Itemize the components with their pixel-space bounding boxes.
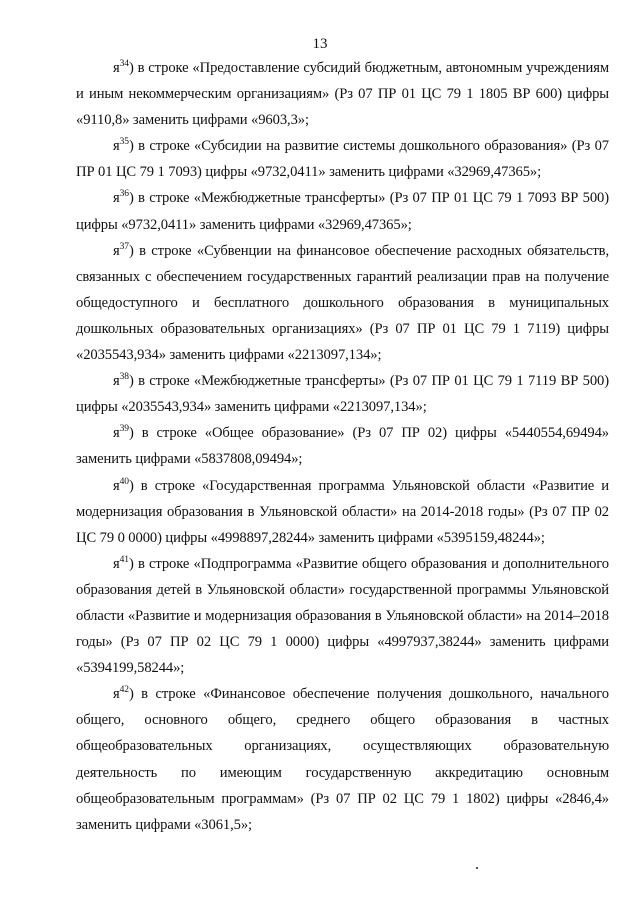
amendment-text: ) в строке «Межбюджетные трансферты» (Рз 07 ПР 01 ЦС 79 1 7119 ВР 500) цифры «2035543,934» заменить цифрами «2213097,134»; [76,373,609,416]
item-number: 38 [119,372,129,383]
amendment-paragraph [76,185,609,237]
amendment-paragraph [76,133,609,185]
item-letter: я [113,190,120,207]
amendment-paragraph [76,473,609,551]
item-number: 42 [119,685,129,696]
amendment-paragraph [76,420,609,472]
item-letter: я [113,373,120,390]
amendment-text: ) в строке «Предоставление субсидий бюджетным, автономным учреждениям и иным некоммерческим организациям» (Рз 07 ПР 01 ЦС 79 1 1805 ВР 600) цифры «9110,8» заменить цифрами «9603,3»; [76,60,609,129]
amendment-text: ) в строке «Подпрограмма «Развитие общего образования и дополнительного образования детей в Ульяновской области» государственной программы Ульяновской области «Развитие и модернизация образования в Ульяновской области» на 2014–2018 годы» (Рз 07 ПР 02 ЦС 79 1 0000) цифры «4997937,38244» заменить цифрами «5394199,58244»; [76,555,609,677]
item-number: 37 [119,241,129,252]
item-letter: я [113,686,120,703]
item-letter: я [113,242,120,259]
item-letter: я [113,60,120,76]
item-number: 34 [119,59,129,69]
document-body [76,55,609,838]
amendment-text: ) в строке «Субсидии на развитие системы дошкольного образования» (Рз 07 ПР 01 ЦС 79 1 7093) цифры «9732,0411» заменить цифрами «32969,47365»; [76,138,609,181]
amendment-text: ) в строке «Субвенции на финансовое обеспечение расходных обязательств, связанных с обеспечением государственных гарантий реализации прав на получение общедоступного и бесплатного дошкольного образования в муниципальных дошкольных образовательных организациях» (Рз 07 ПР 01 ЦС 79 1 7119) цифры «2035543,934» заменить цифрами «2213097,134»; [76,242,609,364]
item-number: 39 [119,424,129,435]
item-number: 35 [119,137,129,148]
amendment-paragraph [76,55,609,133]
item-number: 40 [119,476,129,487]
item-letter: я [113,425,120,442]
item-letter: я [113,138,120,155]
amendment-text: ) в строке «Межбюджетные трансферты» (Рз 07 ПР 01 ЦС 79 1 7093 ВР 500) цифры «9732,0411» заменить цифрами «32969,47365»; [76,190,609,233]
amendment-text: ) в строке «Государственная программа Ульяновской области «Развитие и модернизация образования в Ульяновской области» на 2014-2018 годы» (Рз 07 ПР 02 ЦС 79 0 0000) цифры «4998897,28244» заменить цифрами «5395159,48244»; [76,477,609,546]
item-number: 36 [119,189,129,200]
item-letter: я [113,477,120,494]
amendment-paragraph [76,368,609,420]
item-letter: я [113,555,120,572]
amendment-paragraph [76,551,609,681]
page-number: 13 [312,36,328,52]
item-number: 41 [119,554,129,565]
amendment-paragraph [76,238,609,368]
amendment-text: ) в строке «Финансовое обеспечение получения дошкольного, начального общего, основного общего, среднего общего образования в частных общеобразовательных организациях, осуществляющих образовательную деятельность по имеющим государственную аккредитацию основным общеобразовательным программам» (Рз 07 ПР 02 ЦС 79 1 1802) цифры «2846,4» заменить цифрами «3061,5»; [76,686,609,833]
amendment-paragraph [76,681,609,838]
amendment-text: ) в строке «Общее образование» (Рз 07 ПР 02) цифры «5440554,69494» заменить цифрами «5837808,09494»; [76,425,609,468]
scan-speck [476,867,478,869]
